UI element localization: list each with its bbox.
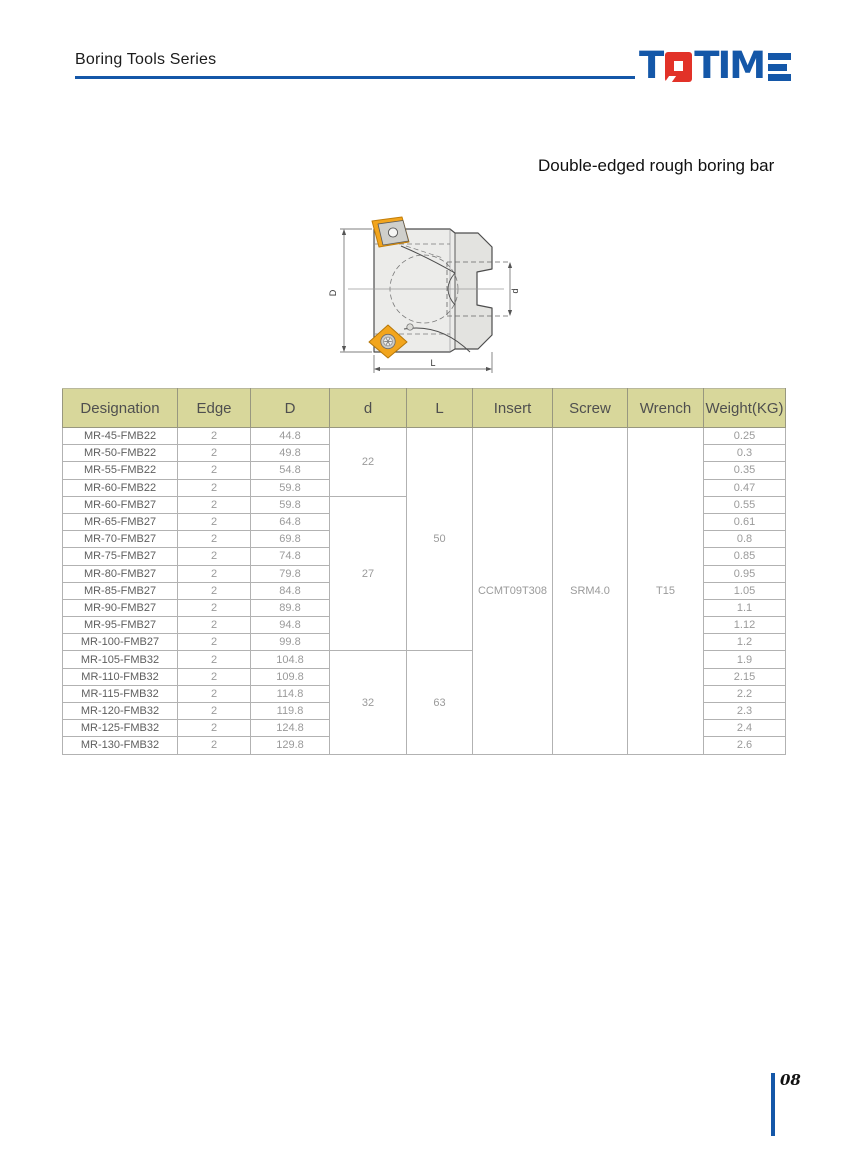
logo-o-hole bbox=[674, 61, 683, 71]
cell-designation: MR-45-FMB22 bbox=[63, 428, 178, 445]
cell-designation: MR-90-FMB27 bbox=[63, 599, 178, 616]
logo-letter-o-shape bbox=[665, 52, 692, 82]
cell-small-d-group: 32 bbox=[330, 651, 407, 754]
cell-designation: MR-75-FMB27 bbox=[63, 548, 178, 565]
cell-edge: 2 bbox=[178, 479, 251, 496]
cell-edge: 2 bbox=[178, 685, 251, 702]
series-title: Boring Tools Series bbox=[75, 51, 217, 68]
cell-big-d: 124.8 bbox=[251, 720, 330, 737]
cell-edge: 2 bbox=[178, 565, 251, 582]
cell-weight: 0.8 bbox=[704, 531, 786, 548]
cell-edge: 2 bbox=[178, 720, 251, 737]
cell-screw: SRM4.0 bbox=[553, 428, 628, 755]
column-header-edge: Edge bbox=[178, 389, 251, 428]
table-row bbox=[63, 428, 786, 445]
column-header-l: L bbox=[407, 389, 473, 428]
column-header-weight-kg: Weight(KG) bbox=[704, 389, 786, 428]
cell-designation: MR-110-FMB32 bbox=[63, 668, 178, 685]
column-header-d: D bbox=[251, 389, 330, 428]
cell-weight: 0.47 bbox=[704, 479, 786, 496]
cell-big-d: 59.8 bbox=[251, 496, 330, 513]
cell-designation: MR-115-FMB32 bbox=[63, 685, 178, 702]
cell-designation: MR-60-FMB22 bbox=[63, 479, 178, 496]
cell-designation: MR-130-FMB32 bbox=[63, 737, 178, 754]
cell-weight: 0.35 bbox=[704, 462, 786, 479]
cell-big-d: 129.8 bbox=[251, 737, 330, 754]
product-title: Double-edged rough boring bar bbox=[538, 156, 775, 175]
cell-edge: 2 bbox=[178, 737, 251, 754]
tool-shank-face bbox=[455, 233, 492, 349]
cell-big-d: 79.8 bbox=[251, 565, 330, 582]
column-header-designation: Designation bbox=[63, 389, 178, 428]
cell-designation: MR-60-FMB27 bbox=[63, 496, 178, 513]
pin-circle bbox=[407, 324, 413, 330]
cell-edge: 2 bbox=[178, 428, 251, 445]
cell-big-d: 69.8 bbox=[251, 531, 330, 548]
column-header-screw: Screw bbox=[553, 389, 628, 428]
cell-edge: 2 bbox=[178, 531, 251, 548]
cell-weight: 1.9 bbox=[704, 651, 786, 668]
logo-letter-t: T bbox=[639, 43, 663, 88]
cell-weight: 0.95 bbox=[704, 565, 786, 582]
cell-edge: 2 bbox=[178, 582, 251, 599]
dim-label-D: D bbox=[328, 289, 338, 297]
logo-letter-e-shape bbox=[768, 53, 791, 81]
cell-weight: 1.05 bbox=[704, 582, 786, 599]
cell-weight: 1.1 bbox=[704, 599, 786, 616]
cell-weight: 2.6 bbox=[704, 737, 786, 754]
cell-length-group: 50 bbox=[407, 428, 473, 651]
dimension-D bbox=[340, 229, 372, 352]
dim-label-L: L bbox=[430, 358, 436, 368]
arrow-d-top bbox=[508, 262, 512, 268]
cell-big-d: 59.8 bbox=[251, 479, 330, 496]
cell-edge: 2 bbox=[178, 599, 251, 616]
cell-length-group: 63 bbox=[407, 651, 473, 754]
cell-weight: 0.85 bbox=[704, 548, 786, 565]
cell-designation: MR-50-FMB22 bbox=[63, 445, 178, 462]
column-header-wrench: Wrench bbox=[628, 389, 704, 428]
cell-big-d: 114.8 bbox=[251, 685, 330, 702]
arrow-d-bottom bbox=[508, 310, 512, 316]
cell-designation: MR-55-FMB22 bbox=[63, 462, 178, 479]
cell-edge: 2 bbox=[178, 703, 251, 720]
cell-designation: MR-100-FMB27 bbox=[63, 634, 178, 651]
cell-edge: 2 bbox=[178, 462, 251, 479]
arrow-D-bottom bbox=[342, 346, 346, 352]
cell-weight: 1.2 bbox=[704, 634, 786, 651]
arrow-L-left bbox=[374, 367, 380, 371]
cell-weight: 2.15 bbox=[704, 668, 786, 685]
arrow-D-top bbox=[342, 229, 346, 235]
cell-big-d: 49.8 bbox=[251, 445, 330, 462]
cell-designation: MR-95-FMB27 bbox=[63, 617, 178, 634]
cell-big-d: 89.8 bbox=[251, 599, 330, 616]
column-header-insert: Insert bbox=[473, 389, 553, 428]
totime-logo bbox=[639, 43, 791, 88]
arrow-L-right bbox=[486, 367, 492, 371]
logo-letters-tim: TIM bbox=[694, 43, 765, 88]
cell-big-d: 119.8 bbox=[251, 703, 330, 720]
cell-weight: 0.55 bbox=[704, 496, 786, 513]
cell-small-d-group: 22 bbox=[330, 428, 407, 497]
cell-weight: 0.3 bbox=[704, 445, 786, 462]
cell-big-d: 84.8 bbox=[251, 582, 330, 599]
cell-weight: 2.4 bbox=[704, 720, 786, 737]
technical-drawing bbox=[322, 197, 562, 389]
cell-big-d: 94.8 bbox=[251, 617, 330, 634]
cell-designation: MR-80-FMB27 bbox=[63, 565, 178, 582]
spec-table bbox=[62, 388, 786, 755]
cell-big-d: 74.8 bbox=[251, 548, 330, 565]
column-header-d: d bbox=[330, 389, 407, 428]
cell-designation: MR-125-FMB32 bbox=[63, 720, 178, 737]
cell-weight: 2.2 bbox=[704, 685, 786, 702]
cell-edge: 2 bbox=[178, 634, 251, 651]
cell-weight: 2.3 bbox=[704, 703, 786, 720]
cell-designation: MR-85-FMB27 bbox=[63, 582, 178, 599]
top-insert-hole bbox=[388, 228, 397, 237]
cell-designation: MR-70-FMB27 bbox=[63, 531, 178, 548]
cell-edge: 2 bbox=[178, 651, 251, 668]
cell-weight: 0.25 bbox=[704, 428, 786, 445]
cell-designation: MR-105-FMB32 bbox=[63, 651, 178, 668]
cell-big-d: 104.8 bbox=[251, 651, 330, 668]
cell-weight: 0.61 bbox=[704, 513, 786, 530]
cell-edge: 2 bbox=[178, 496, 251, 513]
footer-accent-bar bbox=[771, 1073, 775, 1136]
cell-edge: 2 bbox=[178, 617, 251, 634]
cell-designation: MR-120-FMB32 bbox=[63, 703, 178, 720]
header-rule bbox=[75, 76, 635, 79]
cell-big-d: 44.8 bbox=[251, 428, 330, 445]
page-number: 08 bbox=[780, 1071, 801, 1089]
cell-wrench: T15 bbox=[628, 428, 704, 755]
cell-big-d: 64.8 bbox=[251, 513, 330, 530]
cell-edge: 2 bbox=[178, 668, 251, 685]
cell-edge: 2 bbox=[178, 548, 251, 565]
cell-insert: CCMT09T308 bbox=[473, 428, 553, 755]
cell-big-d: 99.8 bbox=[251, 634, 330, 651]
dim-label-d: d bbox=[510, 288, 520, 294]
cell-small-d-group: 27 bbox=[330, 496, 407, 651]
table-header-row bbox=[63, 389, 786, 428]
cell-big-d: 109.8 bbox=[251, 668, 330, 685]
cell-weight: 1.12 bbox=[704, 617, 786, 634]
cell-edge: 2 bbox=[178, 445, 251, 462]
cell-edge: 2 bbox=[178, 513, 251, 530]
cell-designation: MR-65-FMB27 bbox=[63, 513, 178, 530]
cell-big-d: 54.8 bbox=[251, 462, 330, 479]
